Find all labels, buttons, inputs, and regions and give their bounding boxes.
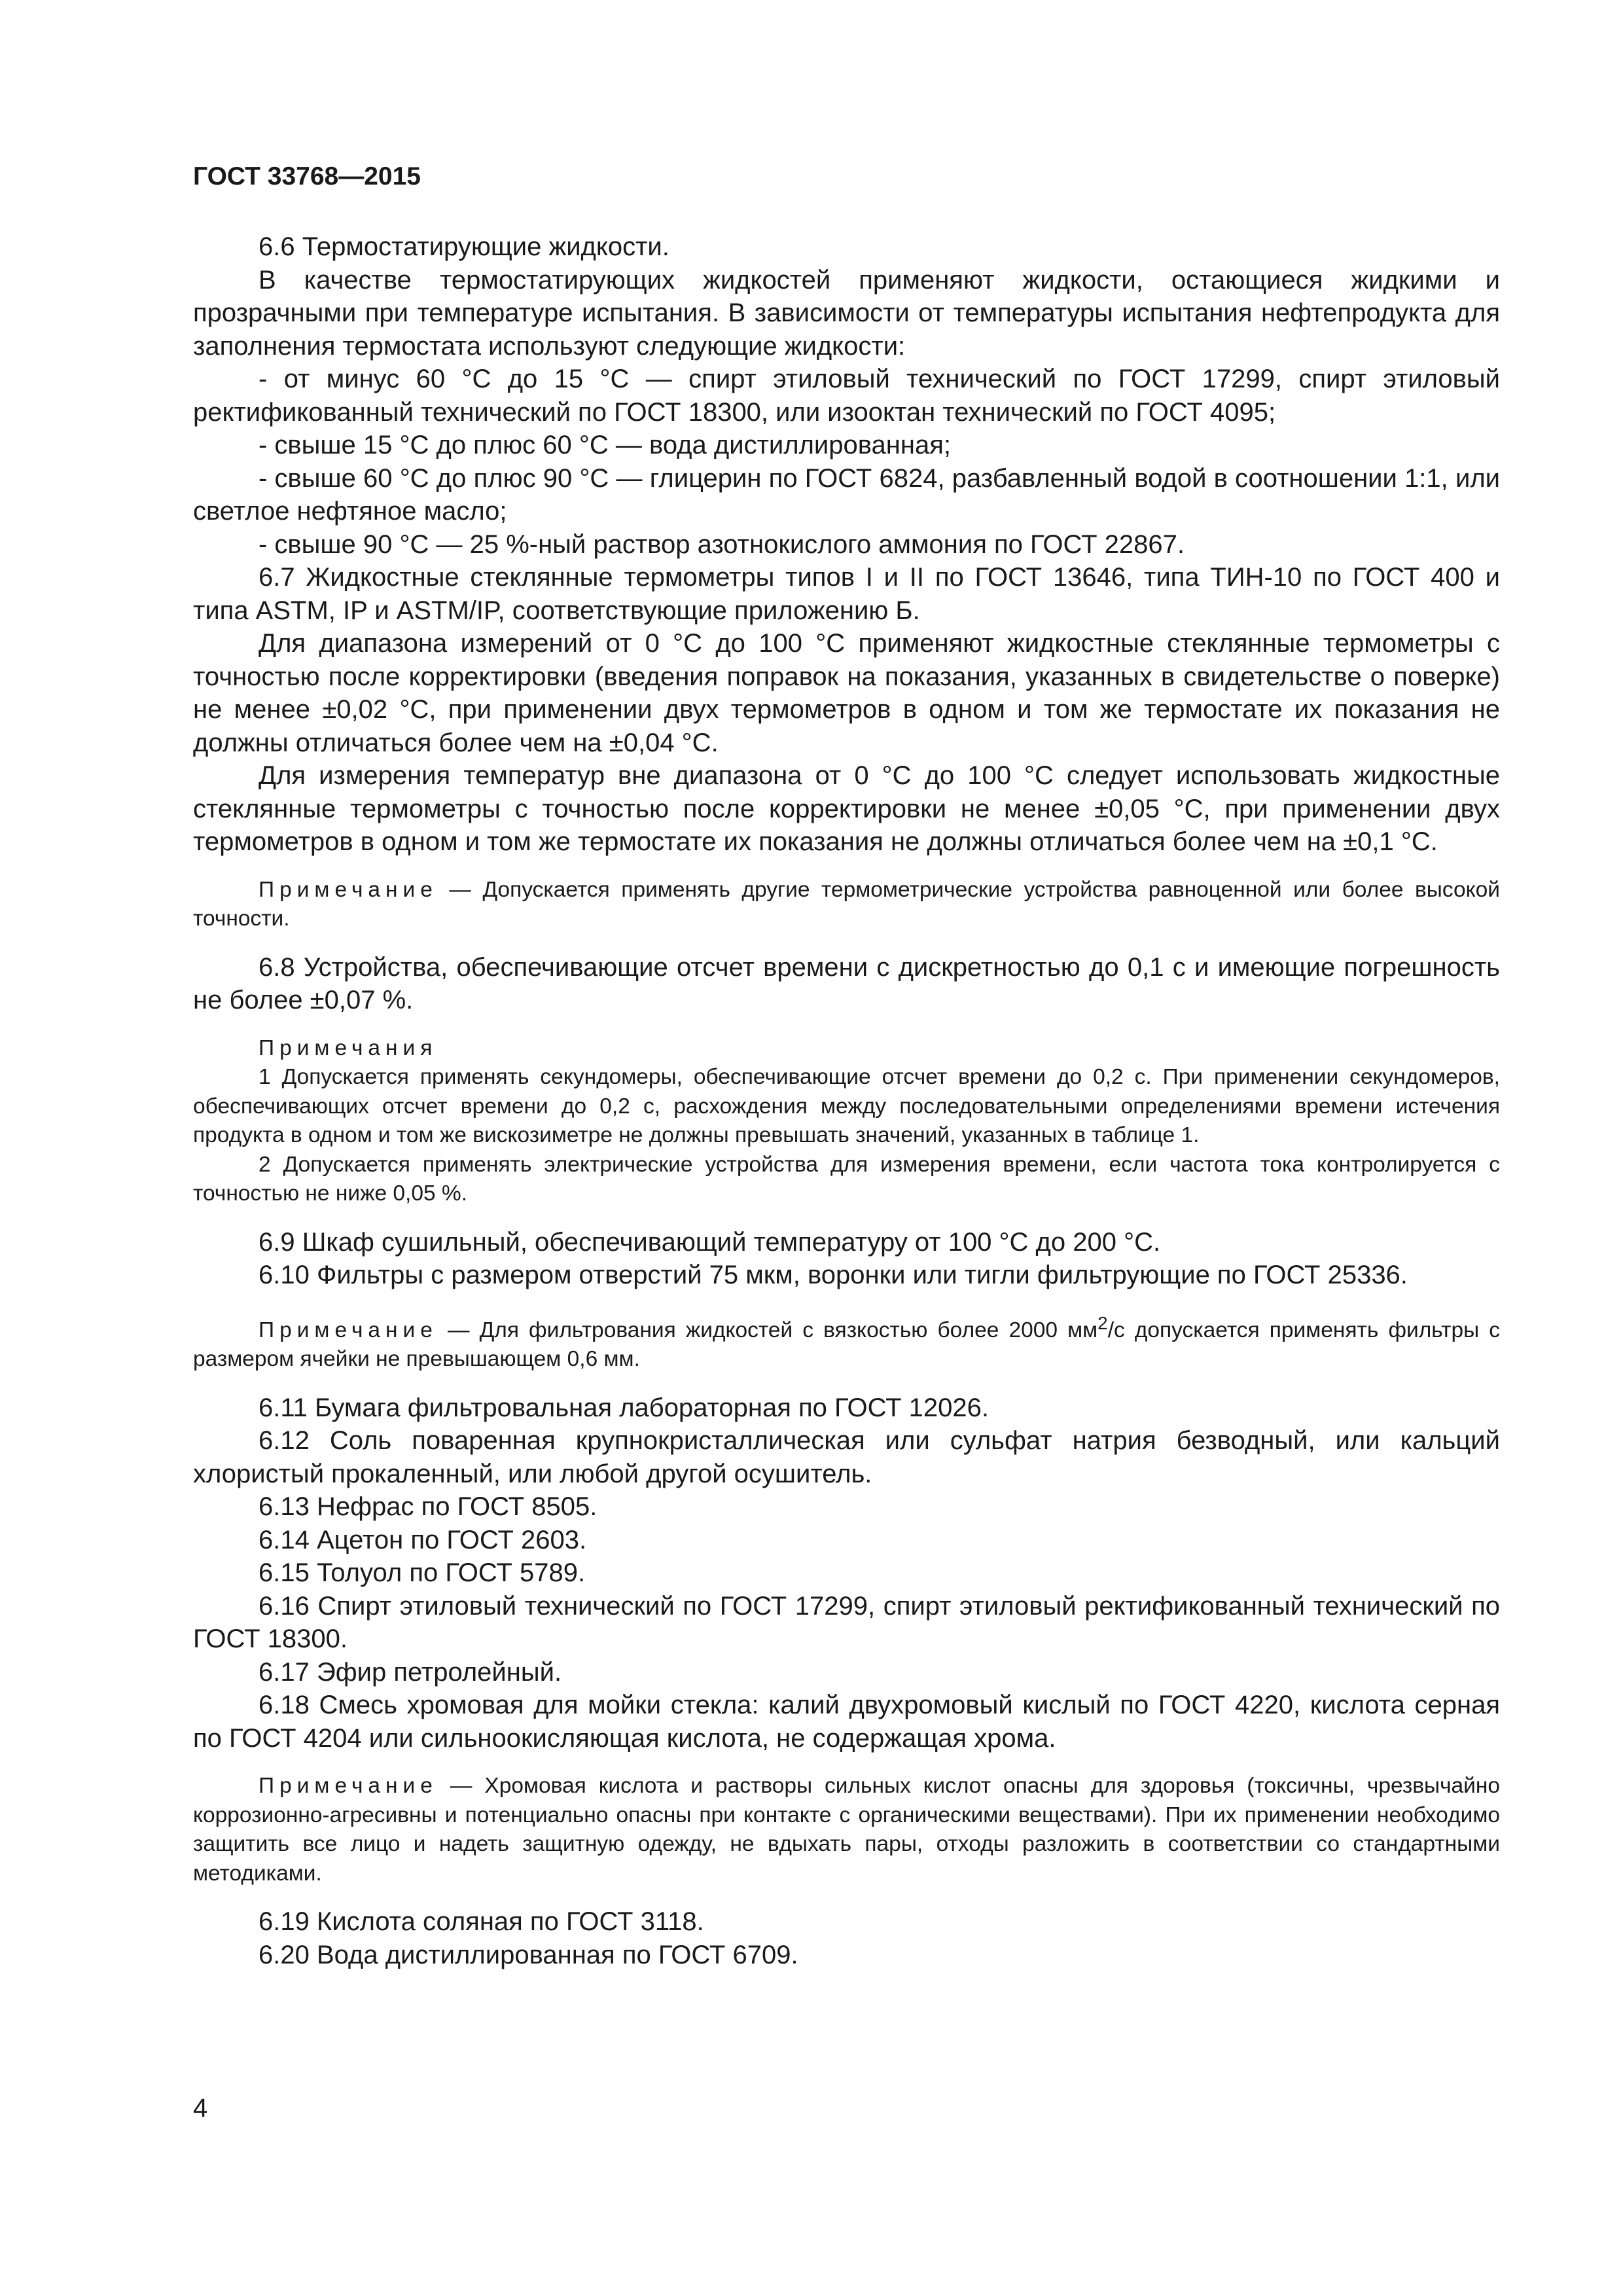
page-number: 4 bbox=[193, 2094, 208, 2123]
note-text: Допускается применять другие термометрические устройства равноценной или более высокой точности. bbox=[193, 877, 1500, 931]
note-dash: — bbox=[437, 877, 483, 902]
notes-heading bbox=[193, 1034, 1500, 1064]
note-item-1: 1 Допускается применять секундомеры, обеспечивающие отсчет времени до 0,2 с. При применении секундомеров, обеспечивающих отсчет времени до 0,2 с, расхождения между последовательными определениями времени истечения продукта в одном и том же вискозиметре не должны превышать значений, указанных в таблице 1. bbox=[193, 1065, 1500, 1147]
note-label: Примечание bbox=[259, 1318, 438, 1342]
paragraph-6-13: 6.13 Нефрас по ГОСТ 8505. bbox=[259, 1492, 597, 1522]
note-thermometric-devices bbox=[193, 876, 1500, 934]
paragraph-6-16: 6.16 Спирт этиловый технический по ГОСТ 17299, спирт этиловый ректификованный технический по ГОСТ 18300. bbox=[193, 1591, 1500, 1654]
paragraph-6-17: 6.17 Эфир петролейный. bbox=[259, 1657, 562, 1687]
note-text-part-b: /с допускается применять фильтры с размером ячейки не превышающем 0,6 мм. bbox=[193, 1318, 1500, 1372]
paragraph-6-14: 6.14 Ацетон по ГОСТ 2603. bbox=[259, 1525, 587, 1554]
paragraph-6-11: 6.11 Бумага фильтровальная лабораторная по ГОСТ 12026. bbox=[259, 1393, 990, 1422]
note-label: Примечание bbox=[259, 877, 438, 902]
list-item-liquid-4: - свыше 90 °С — 25 %-ный раствор азотнокислого аммония по ГОСТ 22867. bbox=[259, 529, 1185, 559]
note-label: Примечание bbox=[259, 1774, 438, 1799]
standard-header: ГОСТ 33768—2015 bbox=[193, 162, 421, 190]
superscript: 2 bbox=[1097, 1312, 1108, 1333]
list-item-liquid-3: - свыше 60 °С до плюс 90 °С — глицерин по ГОСТ 6824, разбавленный водой в соотношении 1:1, или светлое нефтяное масло; bbox=[193, 463, 1500, 526]
list-item-liquid-2: - свыше 15 °С до плюс 60 °С — вода дистиллированная; bbox=[259, 431, 951, 459]
note-filtration bbox=[193, 1309, 1500, 1374]
note-dash: — bbox=[437, 1774, 485, 1799]
document-body bbox=[193, 230, 1500, 1971]
paragraph-6-18: 6.18 Смесь хромовая для мойки стекла: калий двухромовый кислый по ГОСТ 4220, кислота серная по ГОСТ 4204 или сильноокисляющая кислота, не содержащая хрома. bbox=[193, 1691, 1500, 1753]
paragraph-6-15: 6.15 Толуол по ГОСТ 5789. bbox=[259, 1558, 586, 1588]
paragraph-6-6: 6.6 Термостатирующие жидкости. bbox=[259, 232, 669, 261]
list-item-liquid-1: - от минус 60 °С до 15 °С — спирт этиловый технический по ГОСТ 17299, спирт этиловый ректификованный технический по ГОСТ 18300, или изооктан технический по ГОСТ 4095; bbox=[193, 365, 1500, 427]
note-item-2: 2 Допускается применять электрические устройства для измерения времени, если частота тока контролируется с точностью не ниже 0,05 %. bbox=[193, 1152, 1500, 1206]
paragraph-6-10: 6.10 Фильтры с размером отверстий 75 мкм, воронки или тигли фильтрующие по ГОСТ 25336. bbox=[259, 1261, 1408, 1289]
paragraph-outside-range: Для измерения температур вне диапазона от 0 °С до 100 °С следует использовать жидкостные стеклянные термометры с точностью после корректировки не менее ±0,05 °С, при применении двух термометров в одном и том же термостате их показания не должны отличаться более чем на ±0,1 °С. bbox=[193, 761, 1500, 856]
note-text-part-a: Для фильтрования жидкостей с вязкостью более 2000 мм bbox=[479, 1318, 1098, 1342]
notes-label: Примечания bbox=[259, 1035, 438, 1060]
paragraph-6-8: 6.8 Устройства, обеспечивающие отсчет времени с дискретностью до 0,1 с и имеющие погрешность не более ±0,07 %. bbox=[193, 952, 1500, 1014]
paragraph-range-0-100: Для диапазона измерений от 0 °С до 100 °С применяют жидкостные стеклянные термометры с точностью после корректировки (введения поправок на показания, указанных в свидетельстве о поверке) не менее ±0,02 °С, при применении двух термометров в одном и том же термостате их показания не должны отличаться более чем на ±0,04 °С. bbox=[193, 629, 1500, 757]
paragraph-6-12: 6.12 Соль поваренная крупнокристаллическая или сульфат натрия безводный, или кальций хлористый прокаленный, или любой другой осушитель. bbox=[193, 1426, 1500, 1488]
paragraph-liquids-intro: В качестве термостатирующих жидкостей применяют жидкости, остающиеся жидкими и прозрачными при температуре испытания. В зависимости от температуры испытания нефтепродукта для заполнения термостата используют следующие жидкости: bbox=[193, 265, 1500, 361]
paragraph-6-19: 6.19 Кислота соляная по ГОСТ 3118. bbox=[259, 1907, 704, 1937]
paragraph-6-7: 6.7 Жидкостные стеклянные термометры типов I и II по ГОСТ 13646, типа ТИН-10 по ГОСТ 400 и типа ASTM, IP и ASTM/IP, соответствующие приложению Б. bbox=[193, 563, 1500, 625]
paragraph-6-9: 6.9 Шкаф сушильный, обеспечивающий температуру от 100 °С до 200 °С. bbox=[259, 1227, 1161, 1257]
note-chromic-acid bbox=[193, 1772, 1500, 1888]
paragraph-6-20: 6.20 Вода дистиллированная по ГОСТ 6709. bbox=[259, 1940, 798, 1969]
note-dash: — bbox=[437, 1318, 480, 1342]
note-text: Хромовая кислота и растворы сильных кислот опасны для здоровья (токсичны, чрезвычайно коррозионно-агресивны и потенциально опасны при контакте с органическими веществами). При их применении необходимо защитить все лицо и надеть защитную одежду, не вдыхать пары, отходы разложить в соответствии со стандартными методиками. bbox=[193, 1774, 1501, 1886]
